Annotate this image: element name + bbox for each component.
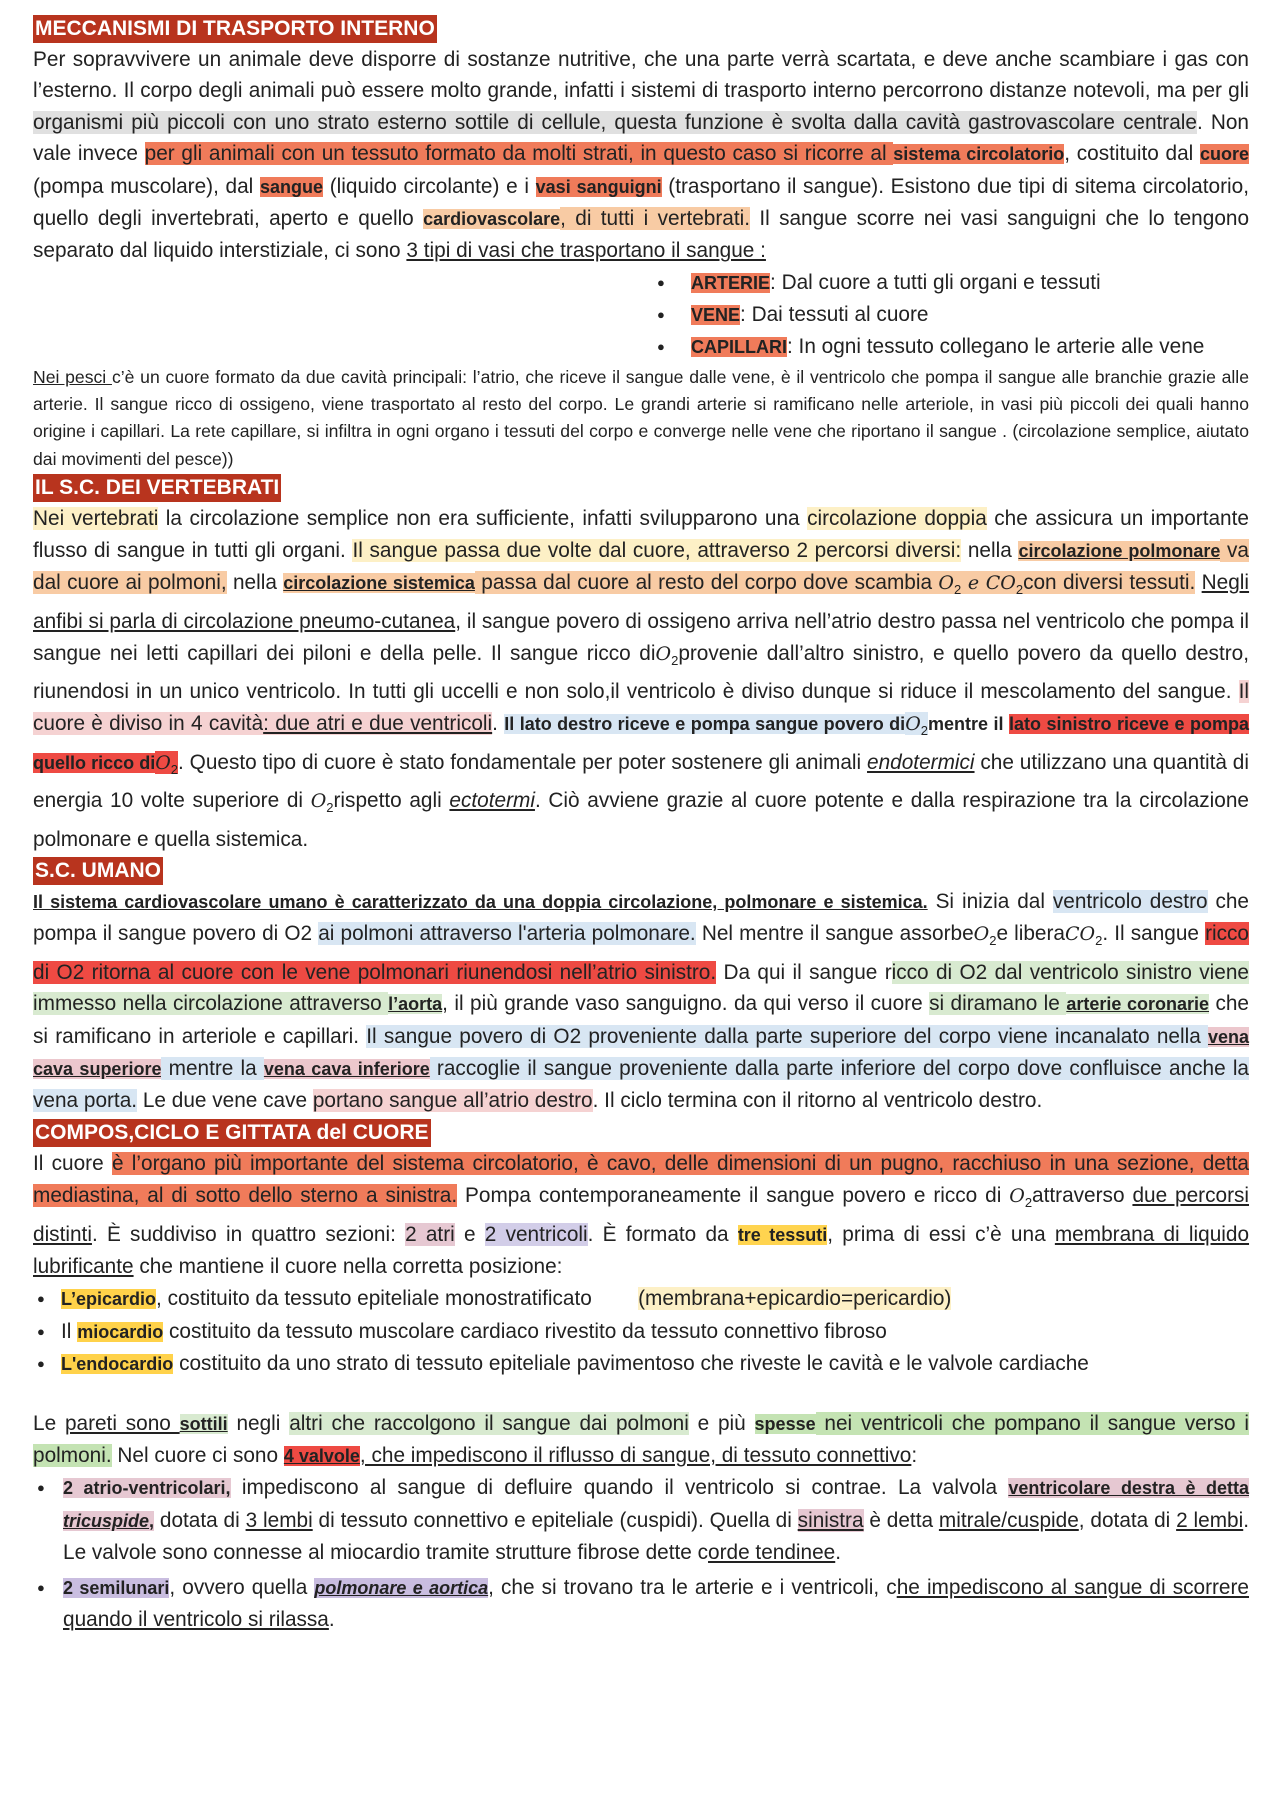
tissue-list	[33, 1283, 1249, 1381]
list-item: ● CAPILLARI: In ogni tessuto collegano le arterie alle vene	[653, 331, 1249, 363]
list-item: ● 2 atrio-ventricolari, impediscono al sangue di defluire quando il ventricolo si contrae. La valvola ventricolare destra è detta tricuspide, dotata di 3 lembi di tessuto connettivo e epiteliale (cuspidi). Quella di sinistra è detta mitrale/cuspide, dotata di 2 lembi. Le valvole sono connesse al miocardio tramite strutture fibrose dette corde tendinee.	[33, 1472, 1249, 1568]
section-title-cuore: COMPOS,CICLO E GITTATA del CUORE	[33, 1119, 431, 1147]
paragraph-pesci: Nei pesci c’è un cuore formato da due cavità principali: l’atrio, che riceve il sangue dalle vene, è il ventricolo che pompa il sangue alle branchie grazie alle arterie. Il sangue ricco di ossigeno, viene trasportato al resto del corpo. Le grandi arterie si ramificano nelle arteriole, in vasi più piccoli dei quali hanno origine i capillari. La rete capillare, si infiltra in ogni organo i tessuti del corpo e converge nelle vene che riportano il sangue . (circolazione semplice, aiutato dai movimenti del pesce))	[33, 366, 1249, 469]
list-item: ● VENE: Dai tessuti al cuore	[653, 299, 1249, 331]
list-item: ● L’epicardio, costituito da tessuto epiteliale monostratificato (membrana+epicardio=pericardio)	[33, 1283, 1249, 1316]
paragraph-pareti: Le pareti sono sottili negli altri che raccolgono il sangue dai polmoni e più spesse nei ventricoli che pompano il sangue verso i polmoni. Nel cuore ci sono 4 valvole, che impediscono il riflusso di sangue, di tessuto connettivo:	[33, 1411, 1249, 1467]
section-title-trasporto: MECCANISMI DI TRASPORTO INTERNO	[33, 15, 437, 43]
valve-list	[33, 1472, 1249, 1635]
list-item: ● 2 semilunari, ovvero quella polmonare e aortica, che si trovano tra le arterie e i ventricoli, che impediscono al sangue di scorrere quando il ventricolo si rilassa.	[33, 1572, 1249, 1636]
section-title-umano: S.C. UMANO	[33, 857, 163, 885]
paragraph-trasporto: Per sopravvivere un animale deve disporre di sostanze nutritive, che una parte verrà scartata, e deve anche scambiare i gas con l’esterno. Il corpo degli animali può essere molto grande, infatti i sistemi di trasporto interno percorrono distanze notevoli, ma per gli organismi più piccoli con uno strato esterno sottile di cellule, questa funzione è svolta dalla cavità gastrovascolare centrale. Non vale invece per gli animali con un tessuto formato da molti strati, in questo caso si ricorre al sistema circolatorio, costituito dal cuore (pompa muscolare), dal sangue (liquido circolante) e i vasi sanguigni (trasportano il sangue). Esistono due tipi di sitema circolatorio, quello degli invertebrati, aperto e quello cardiovascolare, di tutti i vertebrati. Il sangue scorre nei vasi sanguigni che lo tengono separato dal liquido interstiziale, ci sono 3 tipi di vasi che trasportano il sangue :	[33, 48, 1250, 263]
paragraph-umano: Il sistema cardiovascolare umano è caratterizzato da una doppia circolazione, polmonare e sistemica. Si inizia dal ventricolo destro che pompa il sangue povero di O2 ai polmoni attraverso l'arteria polmonare. Nel mentre il sangue assorbeO$_2$e liberaCO$_2$. Il sangue ricco di O2 ritorna al cuore con le vene polmonari riunendosi nell’atrio sinistro. Da qui il sangue ricco di O2 dal ventricolo sinistro viene immesso nella circolazione attraverso l’aorta, il più grande vaso sanguigno. da qui verso il cuore si diramano le arterie coronarie che si ramificano in arteriole e capillari. Il sangue povero di O2 proveniente dalla parte superiore del corpo viene incanalato nella vena cava superiore mentre la vena cava inferiore raccoglie il sangue proveniente dalla parte inferiore del corpo dove confluisce anche la vena porta. Le due vene cave portano sangue all’atrio destro. Il ciclo termina con il ritorno al ventricolo destro.	[33, 889, 1250, 1113]
list-item: ● L'endocardio costituito da uno strato di tessuto epiteliale pavimentoso che riveste le cavità e le valvole cardiache	[33, 1348, 1249, 1381]
vessel-list	[653, 267, 1249, 363]
paragraph-vertebrati: Nei vertebrati la circolazione semplice non era sufficiente, infatti svilupparono una circolazione doppia che assicura un importante flusso di sangue in tutti gli organi. Il sangue passa due volte dal cuore, attraverso 2 percorsi diversi: nella circolazione polmonare va dal cuore ai polmoni, nella circolazione sistemica passa dal cuore al resto del corpo dove scambia $O_2$ e $CO_2con$ diversi tessuti. Negli anfibi si parla di circolazione pneumo-cutanea, il sangue povero di ossigeno arriva nell’atrio destro passa nel ventricolo che pompa il sangue nei letti capillari dei piloni e della pelle. Il sangue ricco diO$_2$provenie dall’altro sinistro, e quello povero da quello destro, riunendosi in un unico ventricolo. In tutti gli uccelli e non solo,il ventricolo è diviso dunque si riduce il mescolamento del sangue. Il cuore è diviso in 4 cavità: due atri e due ventricoli. Il lato destro riceve e pompa sangue povero diO$_2$mentre il lato sinistro riceve e pompa quello ricco diO$_2$. Questo tipo di cuore è stato fondamentale per poter sostenere gli animali endotermici che utilizzano una quantità di energia 10 volte superiore di $O_2rispetto$ agli ectotermi. Ciò avviene grazie al cuore potente e dalla respirazione tra la circolazione polmonare e quella sistemica.	[33, 507, 1250, 852]
section-title-vertebrati: IL S.C. DEI VERTEBRATI	[33, 474, 281, 502]
document-page	[33, 14, 1249, 1635]
list-item: ● ARTERIE: Dal cuore a tutti gli organi e tessuti	[653, 267, 1249, 299]
paragraph-cuore: Il cuore è l’organo più importante del sistema circolatorio, è cavo, delle dimensioni di un pugno, racchiuso in una sezione, detta mediastina, al di sotto dello sterno a sinistra. Pompa contemporaneamente il sangue povero e ricco di $O_2attraverso$ due percorsi distinti. È suddiviso in quattro sezioni: 2 atri e 2 ventricoli. È formato da tre tessuti, prima di essi c’è una membrana di liquido lubrificante che mantiene il cuore nella corretta posizione:	[33, 1151, 1250, 1279]
list-item: ● Il miocardio costituito da tessuto muscolare cardiaco rivestito da tessuto connettivo fibroso	[33, 1316, 1249, 1349]
